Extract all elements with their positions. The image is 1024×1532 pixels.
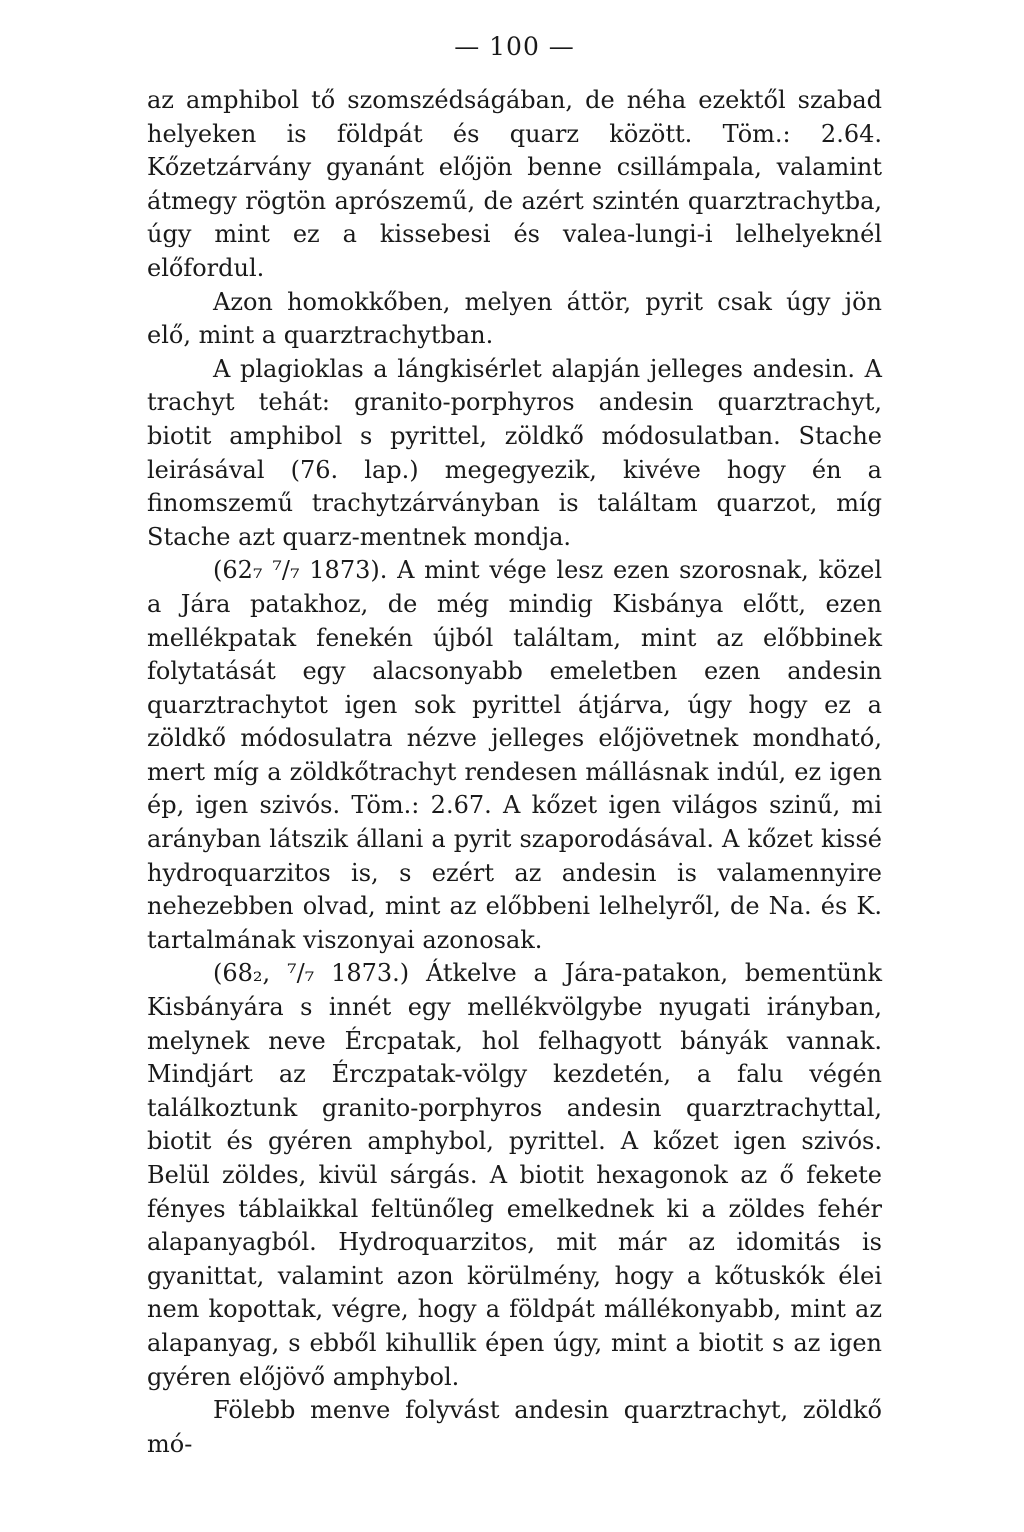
paragraph: Fölebb menve folyvást andesin quarztrachyt, zöldkő mó- — [147, 1396, 882, 1458]
paragraph: (62₇ ⁷/₇ 1873). A mint vége lesz ezen szorosnak, közel a Jára patakhoz, de még mindig Kisbánya előtt, ezen mellékpatak fenekén újból találtam, mint az előbbinek folytatását egy alacsonyabb emeletben ezen andesin quarztrachytot igen sok pyrittel átjárva, úgy hogy ez a zöldkő módosulatra nézve jelleges előjövetnek mondható, mert míg a zöldkőtrachyt rendesen mállásnak indúl, ez igen ép, igen szivós. Töm.: 2.67. A kőzet igen világos szinű, mi arányban látszik állani a pyrit szaporodásával. A kőzet kissé hydroquarzitos is, s ezért az andesin is valamennyire nehezebben olvad, mint az előbbeni lelhelyről, de Na. és K. tartalmának viszonyai azonosak. — [147, 556, 882, 954]
paragraph: Azon homokkőben, melyen áttör, pyrit csak úgy jön elő, mint a quarztrachytban. — [147, 287, 882, 350]
paragraph: A plagioklas a lángkisérlet alapján jelleges andesin. A trachyt tehát: granito-porphyros andesin quarztrachyt, biotit amphibol s pyrittel, zöldkő módosulatban. Stache leirásával (76. lap.) megegyezik, kivéve hogy én a finomszemű trachytzárványban is találtam quarzot, míg Stache azt quarz-mentnek mondja. — [147, 354, 882, 551]
paragraph: (68₂, ⁷/₇ 1873.) Átkelve a Jára-patakon, bementünk Kisbányára s innét egy mellékvölgybe nyugati irányban, melynek neve Ércpatak, hol felhagyott bányák vannak. Mindjárt az Érczpatak-völgy kezdetén, a falu végén találkoztunk granito-porphyros andesin quarztrachyttal, biotit és gyéren amphybol, pyrittel. A kőzet igen szivós. Belül zöldes, kivül sárgás. A biotit hexagonok az ő fekete fényes táblaikkal feltünőleg emelkednek ki a zöldes fehér alapanyagból. Hydroquarzitos, mit már az idomitás is gyanittat, valamint azon körülmény, hogy a kőtuskók élei nem kopottak, végre, hogy a földpát mállékonyabb, mint az alapanyag, s ebből kihullik épen úgy, mint a biotit s az igen gyéren előjövő amphybol. — [147, 959, 882, 1391]
paragraph: az amphibol tő szomszédságában, de néha ezektől szabad helyeken is földpát és quarz között. Töm.: 2.64. Kőzetzárvány gyanánt előjön benne csillámpala, valamint átmegy rögtön aprószemű, de azért szintén quarztrachytba, úgy mint ez a kissebesi és valea-lungi-i lelhelyeknél előfordul. — [147, 86, 882, 282]
document-page — [147, 30, 882, 1461]
page-number: — 100 — — [454, 32, 575, 61]
